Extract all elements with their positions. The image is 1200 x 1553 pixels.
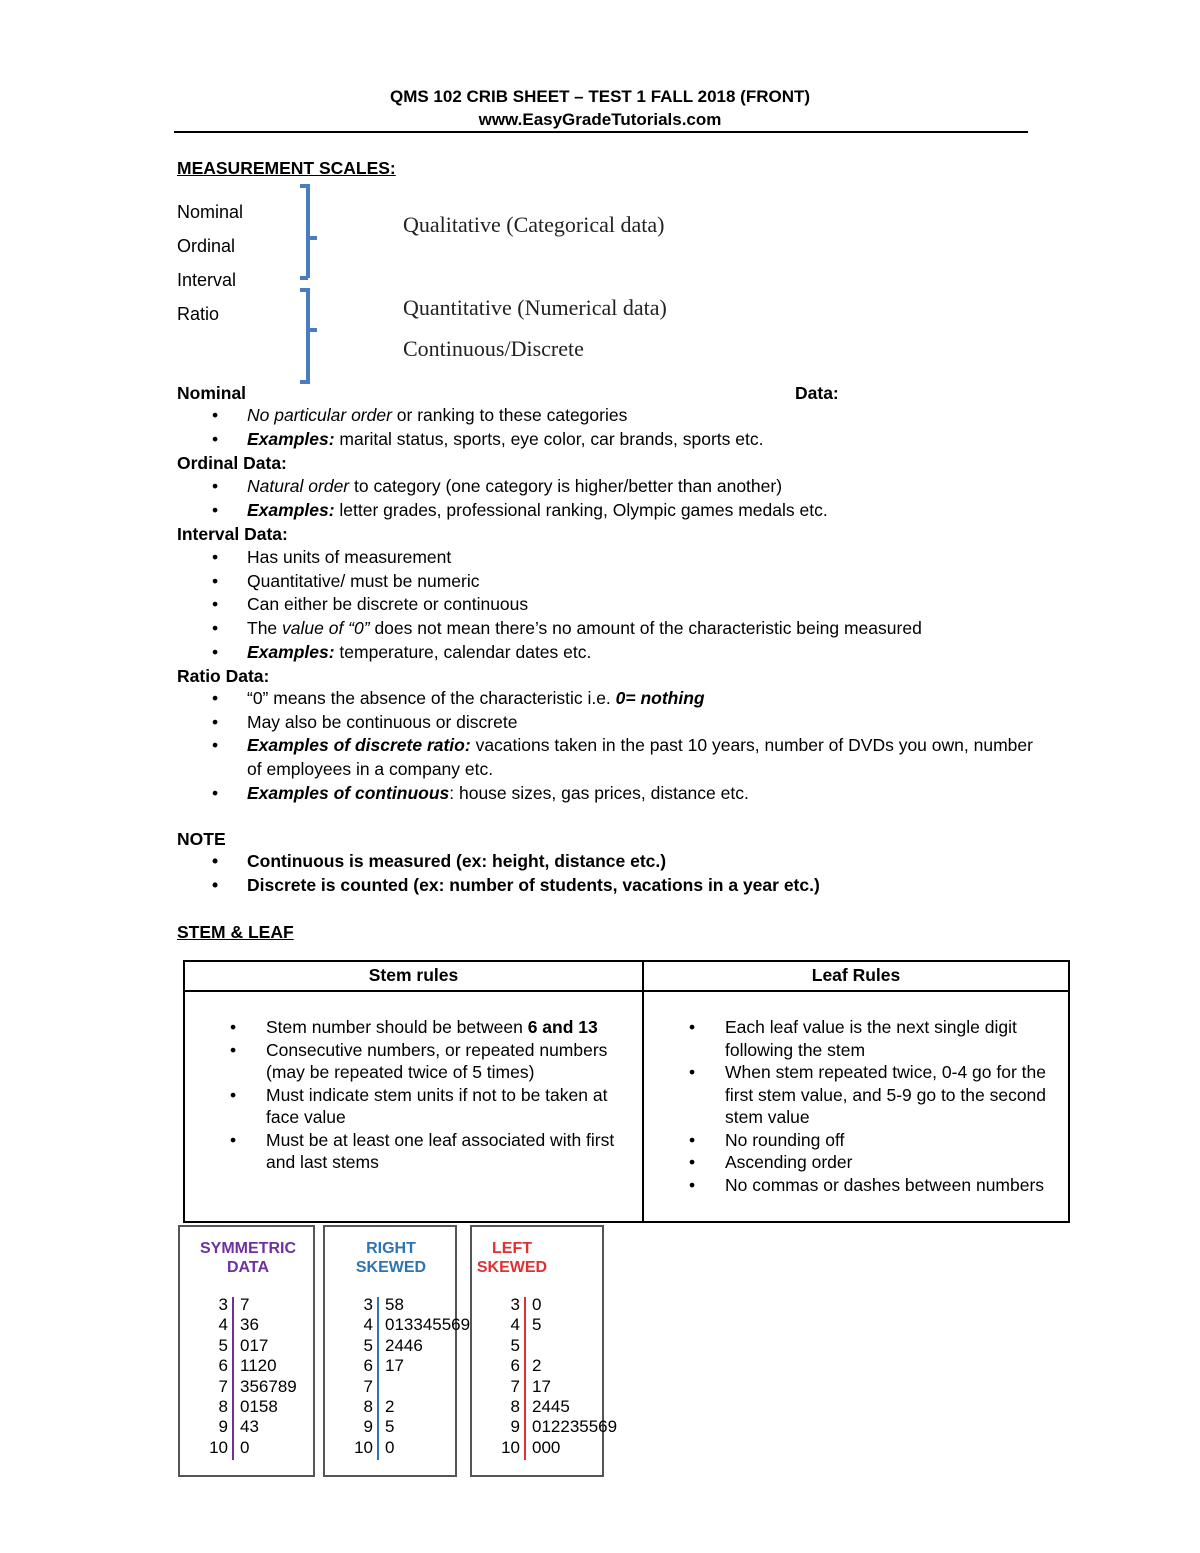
header-rule	[174, 131, 1028, 133]
leaf-value: 2	[532, 1356, 542, 1376]
stem-value: 3	[363, 1295, 373, 1314]
list-item: • Examples: temperature, calendar dates etc.	[177, 641, 1047, 665]
scale-brackets	[290, 180, 330, 390]
left-skewed-plot	[470, 1225, 618, 1477]
interval-heading: Interval Data:	[177, 524, 288, 544]
list-item: • Has units of measurement	[177, 546, 1047, 570]
list-item: • Examples of continuous: house sizes, gas prices, distance etc.	[177, 782, 1039, 806]
stem-value: 8	[363, 1397, 373, 1416]
leaf-rules-header: Leaf Rules	[811, 965, 901, 985]
scale-nominal: Nominal	[177, 202, 244, 222]
stem-value: 7	[363, 1376, 373, 1396]
list-item: • When stem repeated twice, 0-4 go for the first stem value, and 5-9 go to the second stem value	[644, 1061, 1059, 1129]
stem-value: 9	[510, 1417, 520, 1437]
nominal-heading: Nominal	[177, 383, 247, 403]
list-item: • Consecutive numbers, or repeated numbers (may be repeated twice of 5 times)	[185, 1039, 635, 1084]
stem-value: 8	[218, 1397, 228, 1416]
list-item: • Examples: marital status, sports, eye color, car brands, sports etc.	[177, 428, 1047, 452]
table-header-divider	[185, 990, 1068, 992]
leaf-value: 7	[240, 1295, 250, 1314]
leaf-value: 017	[240, 1335, 269, 1355]
list-item: • Natural order to category (one category is higher/better than another)	[177, 475, 1047, 499]
nominal-heading-data: Data:	[795, 383, 839, 403]
stem-value: 10	[501, 1437, 520, 1457]
continuous-discrete-label: Continuous/Discrete	[403, 336, 584, 361]
plot-title: RIGHT SKEWED	[355, 1240, 427, 1276]
stem-value: 5	[218, 1335, 228, 1355]
quantitative-label: Quantitative (Numerical data)	[403, 295, 667, 320]
list-item: • Can either be discrete or continuous	[177, 593, 1047, 617]
stem-value: 6	[218, 1356, 228, 1376]
list-item: • Examples: letter grades, professional ranking, Olympic games medals etc.	[177, 499, 1047, 523]
list-item: • Discrete is counted (ex: number of students, vacations in a year etc.)	[177, 874, 1047, 898]
ratio-list	[177, 687, 1039, 806]
bracket-quantitative	[300, 290, 317, 382]
plot-title: LEFT SKEWED	[476, 1240, 548, 1276]
list-item: • Examples of discrete ratio: vacations taken in the past 10 years, number of DVDs you own, number of employees in a company etc.	[177, 734, 1039, 781]
stemleaf-heading: STEM & LEAF	[177, 922, 294, 942]
website: www.EasyGradeTutorials.com	[478, 110, 722, 129]
note-heading: NOTE	[177, 829, 226, 849]
list-item: • Ascending order	[644, 1151, 1059, 1174]
leaf-value: 17	[385, 1356, 404, 1376]
list-item: • No rounding off	[644, 1129, 1059, 1152]
nominal-list	[177, 404, 1047, 451]
stem-value: 8	[510, 1397, 520, 1416]
ordinal-heading: Ordinal Data:	[177, 453, 287, 473]
stem-value: 4	[218, 1315, 228, 1335]
leaf-value: 0	[385, 1437, 395, 1457]
stemleaf-rules-table	[183, 960, 1070, 1223]
leaf-value: 58	[385, 1295, 404, 1314]
stem-value: 4	[510, 1315, 520, 1335]
leaf-value: 2445	[532, 1397, 570, 1416]
stem-value: 5	[363, 1335, 373, 1355]
stem-value: 3	[218, 1295, 228, 1314]
leaf-value: 43	[240, 1417, 259, 1437]
scale-ordinal: Ordinal	[177, 236, 236, 256]
stem-value: 7	[510, 1376, 520, 1396]
list-item: • Stem number should be between 6 and 13	[185, 1016, 635, 1039]
symmetric-plot	[178, 1225, 315, 1477]
stem-value: 9	[218, 1417, 228, 1437]
leaf-value: 17	[532, 1376, 551, 1396]
ratio-heading: Ratio Data:	[177, 666, 270, 686]
right-skewed-plot	[323, 1225, 471, 1477]
qualitative-label: Qualitative (Categorical data)	[403, 212, 665, 237]
scale-interval: Interval	[177, 270, 237, 290]
list-item: • Each leaf value is the next single digit following the stem	[644, 1016, 1059, 1061]
list-item: • No commas or dashes between numbers	[644, 1174, 1059, 1197]
scale-ratio: Ratio	[177, 304, 220, 324]
list-item: • Quantitative/ must be numeric	[177, 570, 1047, 594]
leaf-value: 012235569	[532, 1417, 618, 1437]
list-item: • No particular order or ranking to these categories	[177, 404, 1047, 428]
list-item: • Must be at least one leaf associated with first and last stems	[185, 1129, 635, 1174]
leaf-value: 2	[385, 1397, 395, 1416]
leaf-value: 1120	[240, 1356, 277, 1376]
bracket-qualitative	[300, 186, 317, 278]
stem-value: 5	[510, 1335, 520, 1355]
note-list	[177, 850, 1047, 897]
stem-divider-line	[232, 1297, 234, 1460]
list-item: • “0” means the absence of the characteristic i.e. 0= nothing	[177, 687, 1039, 711]
list-item: • Continuous is measured (ex: height, distance etc.)	[177, 850, 1047, 874]
leaf-value: 0	[532, 1295, 542, 1314]
leaf-value: 2446	[385, 1335, 423, 1355]
stem-value: 6	[510, 1356, 520, 1376]
leaf-value: 5	[385, 1417, 395, 1437]
stem-value: 9	[363, 1417, 373, 1437]
stem-value: 4	[363, 1315, 373, 1335]
stem-divider-line	[524, 1297, 526, 1460]
leaf-value: 0	[240, 1437, 250, 1457]
plot-title: SYMMETRIC DATA	[200, 1240, 296, 1276]
leaf-value: 356789	[240, 1376, 297, 1396]
leaf-value: 36	[240, 1315, 259, 1335]
interval-list	[177, 546, 1047, 665]
leaf-value: 013345569	[385, 1315, 471, 1335]
stem-value: 10	[209, 1437, 228, 1457]
leaf-value: 5	[532, 1315, 542, 1335]
stem-value: 6	[363, 1356, 373, 1376]
leaf-rules-list	[644, 1016, 1059, 1196]
stem-rules-list	[185, 1016, 635, 1174]
stem-value: 10	[354, 1437, 373, 1457]
stem-value: 7	[218, 1376, 228, 1396]
leaf-value: 000	[532, 1437, 561, 1457]
stem-value: 3	[510, 1295, 520, 1314]
ordinal-list	[177, 475, 1047, 522]
stem-rules-header: Stem rules	[368, 965, 459, 985]
measurement-heading: MEASUREMENT SCALES:	[177, 158, 396, 178]
list-item: • The value of “0” does not mean there’s no amount of the characteristic being measured	[177, 617, 1047, 641]
stem-divider-line	[377, 1297, 379, 1460]
page-title: QMS 102 CRIB SHEET – TEST 1 FALL 2018 (FRONT)	[389, 87, 811, 106]
list-item: • May also be continuous or discrete	[177, 711, 1039, 735]
list-item: • Must indicate stem units if not to be taken at face value	[185, 1084, 635, 1129]
leaf-value: 0158	[240, 1397, 278, 1416]
